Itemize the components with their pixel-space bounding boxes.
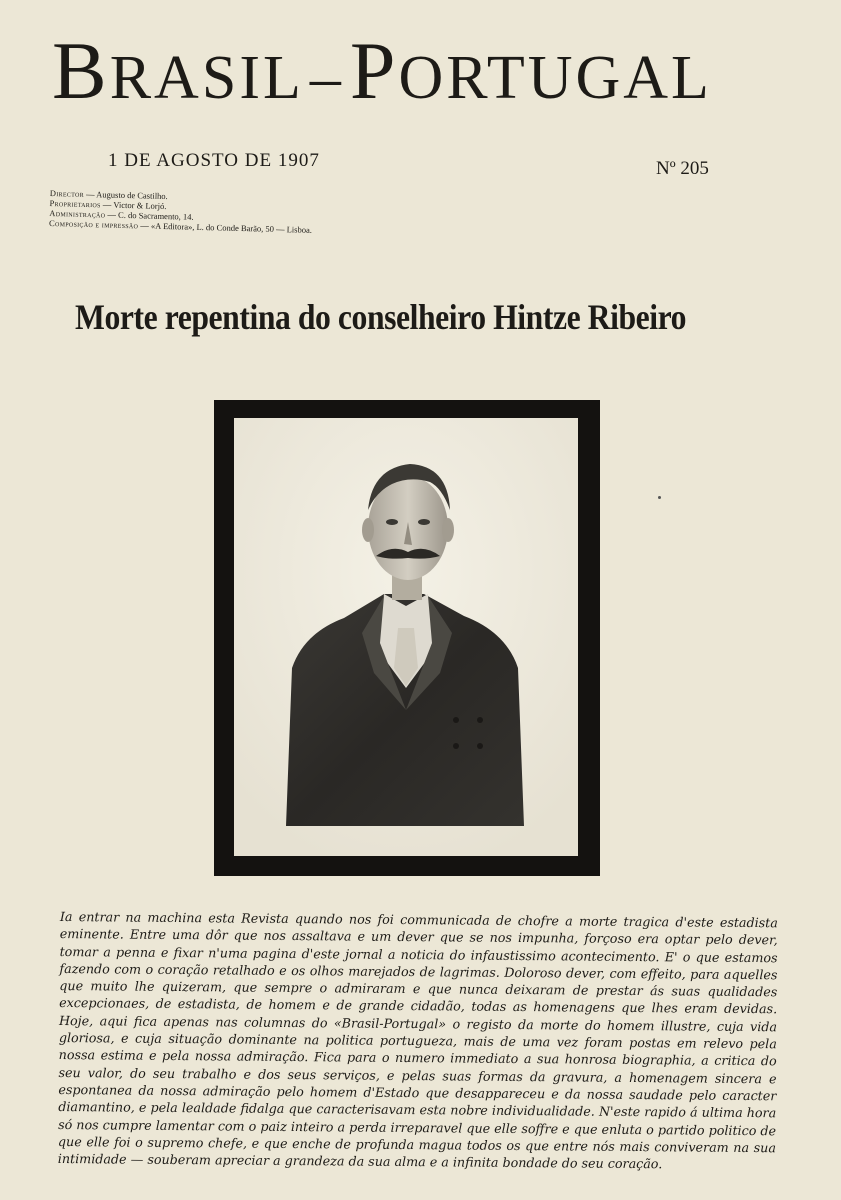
credit-line: Composição e impressão — «A Editora», L. do Conde Barão, 50 — Lisboa. <box>48 217 313 235</box>
masthead-separator: – <box>309 44 344 112</box>
credit-line: Proprietarios — Victor & Lorjó. <box>49 197 167 212</box>
mourning-frame <box>214 400 600 876</box>
masthead-word-ortugal: ORTUGAL <box>398 44 712 112</box>
photo-mat <box>234 418 578 856</box>
credits-block <box>49 188 313 235</box>
masthead-title <box>52 25 792 116</box>
print-speck <box>658 496 661 499</box>
issue-number: Nº 205 <box>656 158 709 179</box>
credit-line: Administração — C. do Sacramento, 14. <box>49 207 194 222</box>
article-body: Ia entrar na machina esta Revista quando nos foi communicada de chofre a morte tragica d'este estadista eminente. Entre uma dôr que nos assaltava e um dever que se nos impunha, forçoso era optar pelo dever, tomar a penna e fixar n'uma pagina d'este jornal a noticia do infaustissimo acontecimento. E' o que estamos fazendo com o coração retalhado e os olhos marejados de lagrimas. Doloroso dever, com effeito, para aquelles que muito lhe quizeram, que sempre o admiraram e que nunca deixaram de prestar ás suas qualidades excepcionaes, de estadista, de homem e de grande cidadão, todas as homenagens que lhes eram devidas. Hoje, aqui fica apenas nas columnas do «Brasil-Portugal» o registo da morte do homem illustre, cuja vida gloriosa, e cuja situação dominante na politica portugueza, mais de uma vez foram postas em relevo pela nossa estima e pela nossa admiração. Fica para o numero immediato a sua honrosa biographia, a critica do seu valor, do seu trabalho e dos seus serviços, e pelas suas formas da gravura, a homenagem sincera e espontanea da nossa admiração pelo homem d'Estado que desappareceu e da nossa saudade pelo caracter diamantino, e pela lealdade fidalga que caracterisavam esta nobre individualidade. N'este rapido á ultima hora só nos cumpre lamentar com o paiz inteiro a perda irreparavel que elle soffre e que enluta o partido politico de que elle foi o supremo chefe, e que enche de profunda magua todos os que entre nós mais conviveram na sua intimidade — souberam apreciar a grandeza da sua alma e a infinita bondade do seu coração. <box>57 908 778 1172</box>
credit-line: Director — Augusto de Castilho. <box>49 188 168 202</box>
masthead-word-rasil: RASIL <box>109 44 304 112</box>
masthead-initial-b: B <box>52 25 110 116</box>
article-headline: Morte repentina do conselheiro Hintze Ribeiro <box>75 297 687 337</box>
portrait-photo <box>234 418 578 856</box>
issue-date: 1 DE AGOSTO DE 1907 <box>108 150 320 171</box>
masthead-initial-p: P <box>349 25 399 116</box>
